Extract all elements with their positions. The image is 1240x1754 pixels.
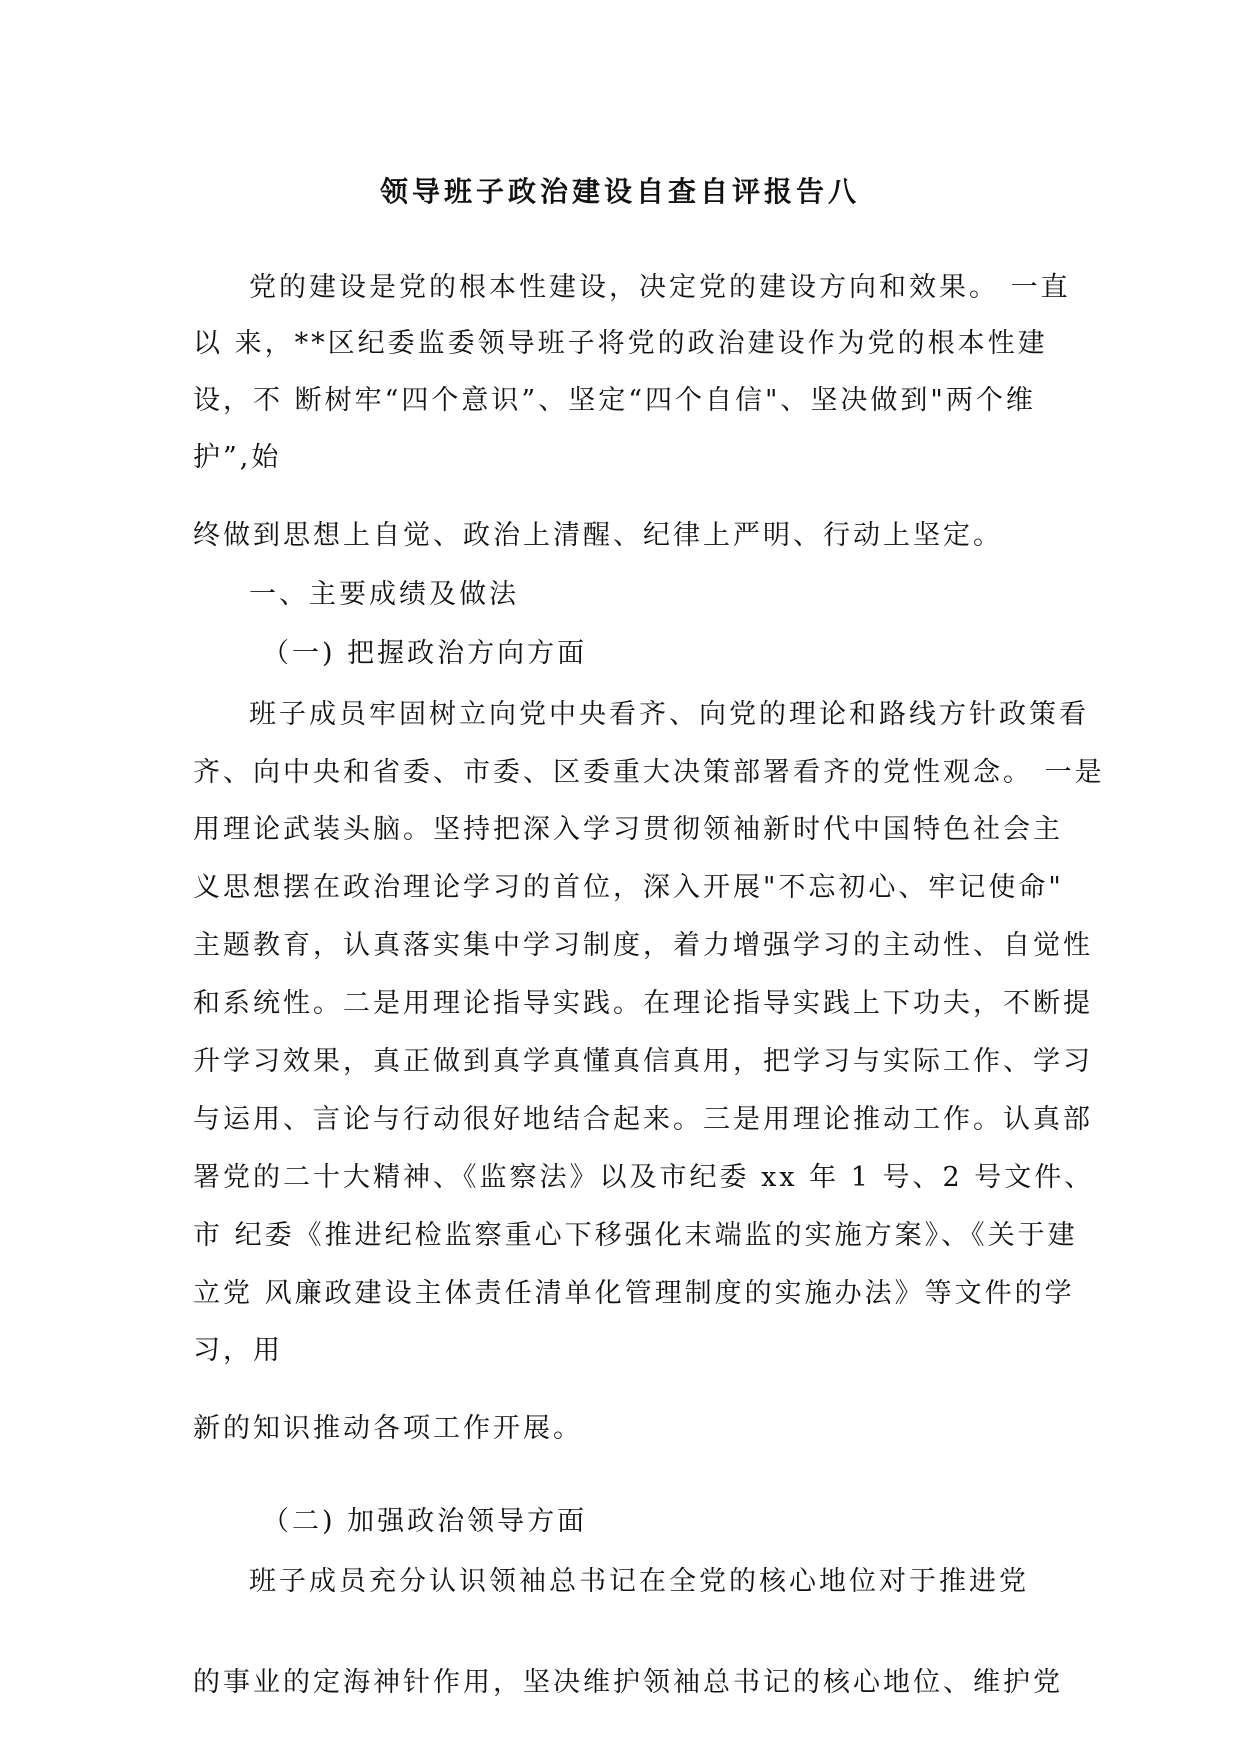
paragraph-line: 署党的二十大精神、《监察法》以及市纪委 xx 年 1 号、2 号文件、	[193, 1162, 1095, 1193]
paragraph-line: 新的知识推动各项工作开展。	[193, 1413, 583, 1444]
paragraph-line: 升学习效果，真正做到真学真懂真信真用，把学习与实际工作、学习	[193, 1046, 1093, 1077]
paragraph-line: 立党 风廉政建设主体责任清单化管理制度的实施办法》等文件的学	[193, 1278, 1075, 1309]
paragraph-line: 齐、向中央和省委、市委、区委重大决策部署看齐的党性观念。 一是	[193, 757, 1105, 788]
section-heading: 一、主要成绩及做法	[249, 579, 519, 610]
paragraph-line: 和系统性。二是用理论指导实践。在理论指导实践上下功夫，不断提	[193, 988, 1093, 1019]
paragraph-line: 设，不 断树牢“四个意识”、坚定“四个自信"、坚决做到"两个维	[193, 385, 1036, 416]
paragraph-line: 终做到思想上自觉、政治上清醒、纪律上严明、行动上坚定。	[193, 520, 1003, 551]
paragraph-line: 与运用、言论与行动很好地结合起来。三是用理论推动工作。认真部	[193, 1104, 1093, 1135]
subsection-heading: （二) 加强政治领导方面	[262, 1506, 588, 1537]
paragraph-line: 护”,始	[193, 442, 282, 473]
paragraph-line: 义思想摆在政治理论学习的首位，深入开展"不忘初心、牢记使命"	[193, 872, 1064, 903]
paragraph-line: 用理论武装头脑。坚持把深入学习贯彻领袖新时代中国特色社会主	[193, 814, 1063, 845]
paragraph-line: 习，用	[193, 1335, 283, 1366]
paragraph-line: 主题教育，认真落实集中学习制度，着力增强学习的主动性、自觉性	[193, 930, 1093, 961]
document-title: 领导班子政治建设自查自评报告八	[379, 175, 860, 208]
subsection-heading: （一) 把握政治方向方面	[262, 638, 588, 669]
paragraph-line: 市 纪委《推进纪检监察重心下移强化末端监的实施方案》、《关于建	[193, 1220, 1078, 1251]
paragraph-line: 班子成员充分认识领袖总书记在全党的核心地位对于推进党	[249, 1566, 1029, 1597]
paragraph-line: 以 来，**区纪委监委领导班子将党的政治建设作为党的根本性建	[193, 328, 1048, 359]
paragraph-line: 的事业的定海神针作用，坚决维护领袖总书记的核心地位、维护党	[193, 1667, 1063, 1698]
paragraph-line: 班子成员牢固树立向党中央看齐、向党的理论和路线方针政策看	[249, 699, 1089, 730]
paragraph-line: 党的建设是党的根本性建设，决定党的建设方向和效果。 一直	[249, 272, 1071, 303]
